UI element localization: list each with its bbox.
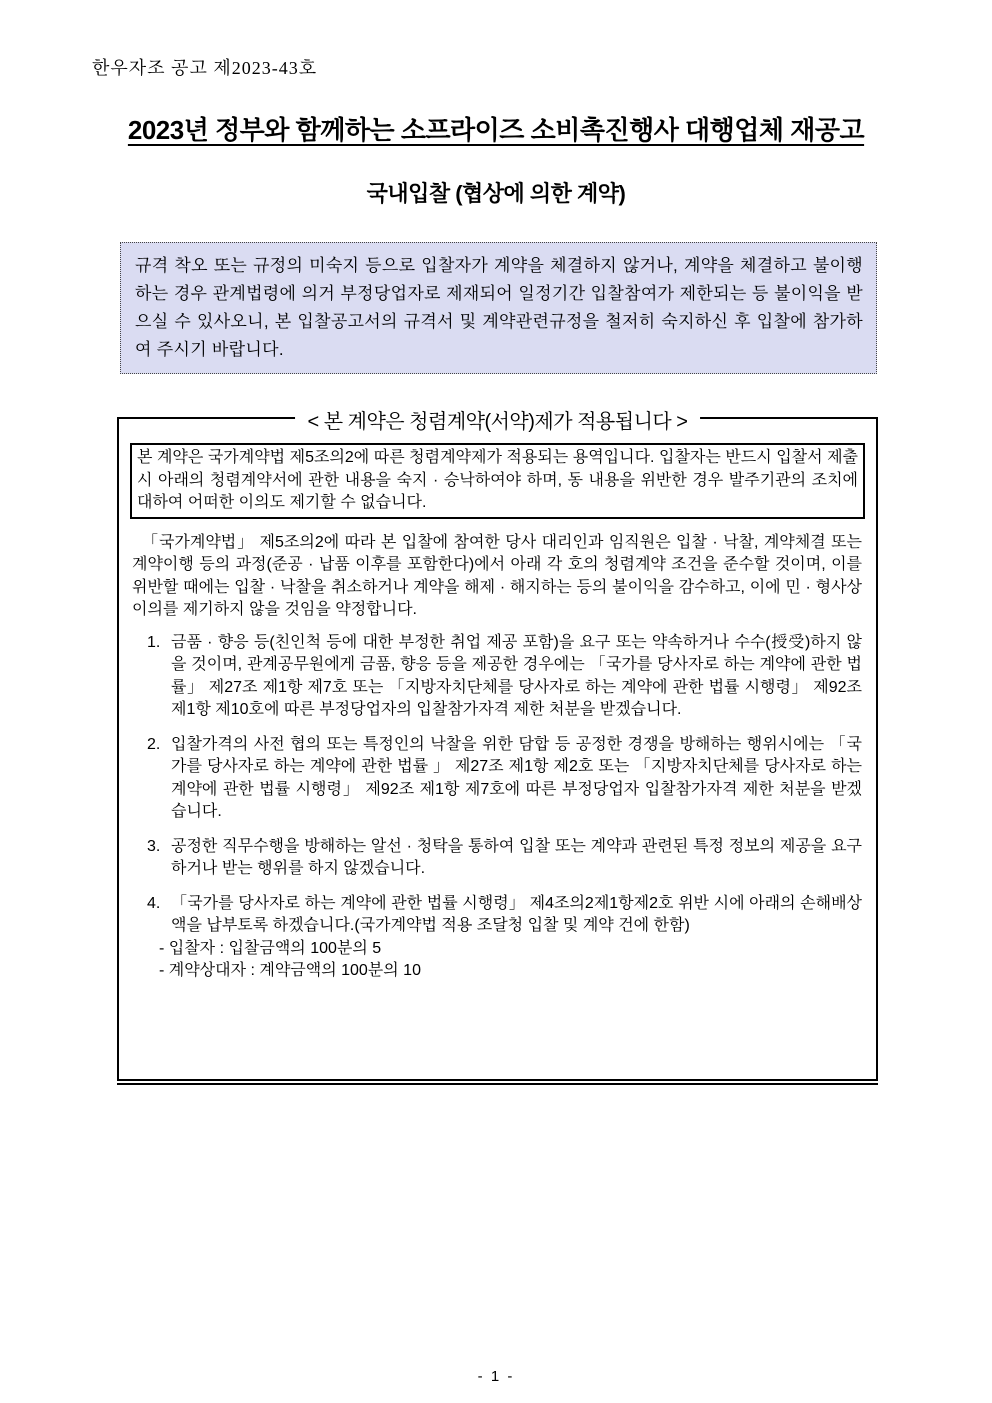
integrity-pledge-box (117, 411, 878, 1081)
pledge-paragraph: 「국가계약법」 제5조의2에 따라 본 입찰에 참여한 당사 대리인과 임직원은 입찰 · 낙찰, 계약체결 또는 계약이행 등의 과정(준공 · 납품 이후를 포함한다)에서 아래 각 호의 청렴계약 조건을 준수할 것이며, 이를 위반할 때에는 입찰 · 낙찰을 취소하거나 계약을 해제 · 해지하는 등의 불이익을 감수하고, 이에 민 · 형사상 이의를 제기하지 않을 것임을 약정합니다. (132, 533, 862, 618)
pledge-item-4-text: 「국가를 당사자로 하는 계약에 관한 법률 시행령」 제4조의2제1항제2호 위반 시에 아래의 손해배상액을 납부토록 하겠습니다.(국가계약법 적용 조달청 입찰 및 계약 건에 한함) (171, 894, 862, 934)
page-subtitle: 국내입찰 (협상에 의한 계약) (366, 181, 626, 206)
page-title: 2023년 정부와 함께하는 소프라이즈 소비촉진행사 대행업체 재공고 (127, 115, 865, 145)
integrity-intro-text: 본 계약은 국가계약법 제5조의2에 따른 청렴계약제가 적용되는 용역입니다. 입찰자는 반드시 입찰서 제출시 아래의 청렴계약서에 관한 내용을 숙지 · 승낙하여야 하며, 동 내용을 위반한 경우 발주기관의 조치에 대하여 어떠한 이의도 제기할 수 없습니다. (137, 449, 858, 511)
pledge-item-2 (147, 734, 862, 824)
pledge-item-3-text: 공정한 직무수행을 방해하는 알선 · 청탁을 통하여 입찰 또는 계약과 관련된 특정 정보의 제공을 요구하거나 받는 행위를 하지 않겠습니다. (171, 837, 862, 877)
pledge-item-2-text: 입찰가격의 사전 협의 또는 특정인의 낙찰을 위한 담합 등 공정한 경쟁을 방해하는 행위시에는 「국가를 당사자로 하는 계약에 관한 법률 」 제27조 제1항 제2호 또는 「지방자치단체를 당사자로 하는 계약에 관한 법률 시행령」 제92조 제1항 제7호에 따른 부정당업자 입찰참가자격 제한 처분을 받겠습니다. (171, 735, 862, 820)
pledge-item-1-body (171, 632, 862, 722)
pledge-item-1 (147, 632, 862, 722)
integrity-intro-box (130, 443, 865, 519)
caution-notice-box (120, 242, 877, 374)
integrity-section-heading: < 본 계약은 청렴계약(서약)제가 적용됩니다 > (295, 405, 701, 434)
pledge-item-3-body (171, 836, 862, 881)
doc-number: 한우자조 공고 제2023-43호 (92, 58, 318, 78)
pledge-item-3 (147, 836, 862, 881)
pledge-item-4-body (159, 893, 862, 983)
pledge-item-1-text: 금품 · 향응 등(친인척 등에 대한 부정한 취업 제공 포함)을 요구 또는 약속하거나 수수(授受)하지 않을 것이며, 관계공무원에게 금품, 향응 등을 제공한 경우에는 「국가를 당사자로 하는 계약에 관한 법률」 제27조 제1항 제7호 또는 「지방자치단체를 당사자로 하는 계약에 관한 법률 시행령」 제92조 제1항 제10호에 따른 부정당업자의 입찰참가자격 제한 처분을 받겠습니다. (171, 633, 862, 718)
page-number: - 1 - (477, 1368, 515, 1385)
caution-notice-text: 규격 착오 또는 규정의 미숙지 등으로 입찰자가 계약을 체결하지 않거나, 계약을 체결하고 불이행하는 경우 관계법령에 의거 부정당업자로 제재되어 일정기간 입찰참여가 제한되는 등 불이익을 받으실 수 있사오니, 본 입찰공고서의 규격서 및 계약관련규정을 철저히 숙지하신 후 입찰에 참가하여 주시기 바랍니다. (135, 256, 863, 359)
pledge-item-list (147, 632, 862, 983)
pledge-item-4-sub-1: - 입찰자 : 입찰금액의 100분의 5 (159, 939, 382, 957)
pledge-item-3-number: 3. (147, 837, 161, 855)
pledge-item-4-sub-2: - 계약상대자 : 계약금액의 100분의 10 (159, 962, 421, 979)
pledge-item-4 (147, 893, 862, 983)
pledge-item-2-body (171, 734, 862, 824)
pledge-item-1-number: 1. (147, 633, 161, 651)
pledge-item-4-number: 4. (147, 894, 161, 912)
pledge-item-2-number: 2. (147, 735, 161, 753)
